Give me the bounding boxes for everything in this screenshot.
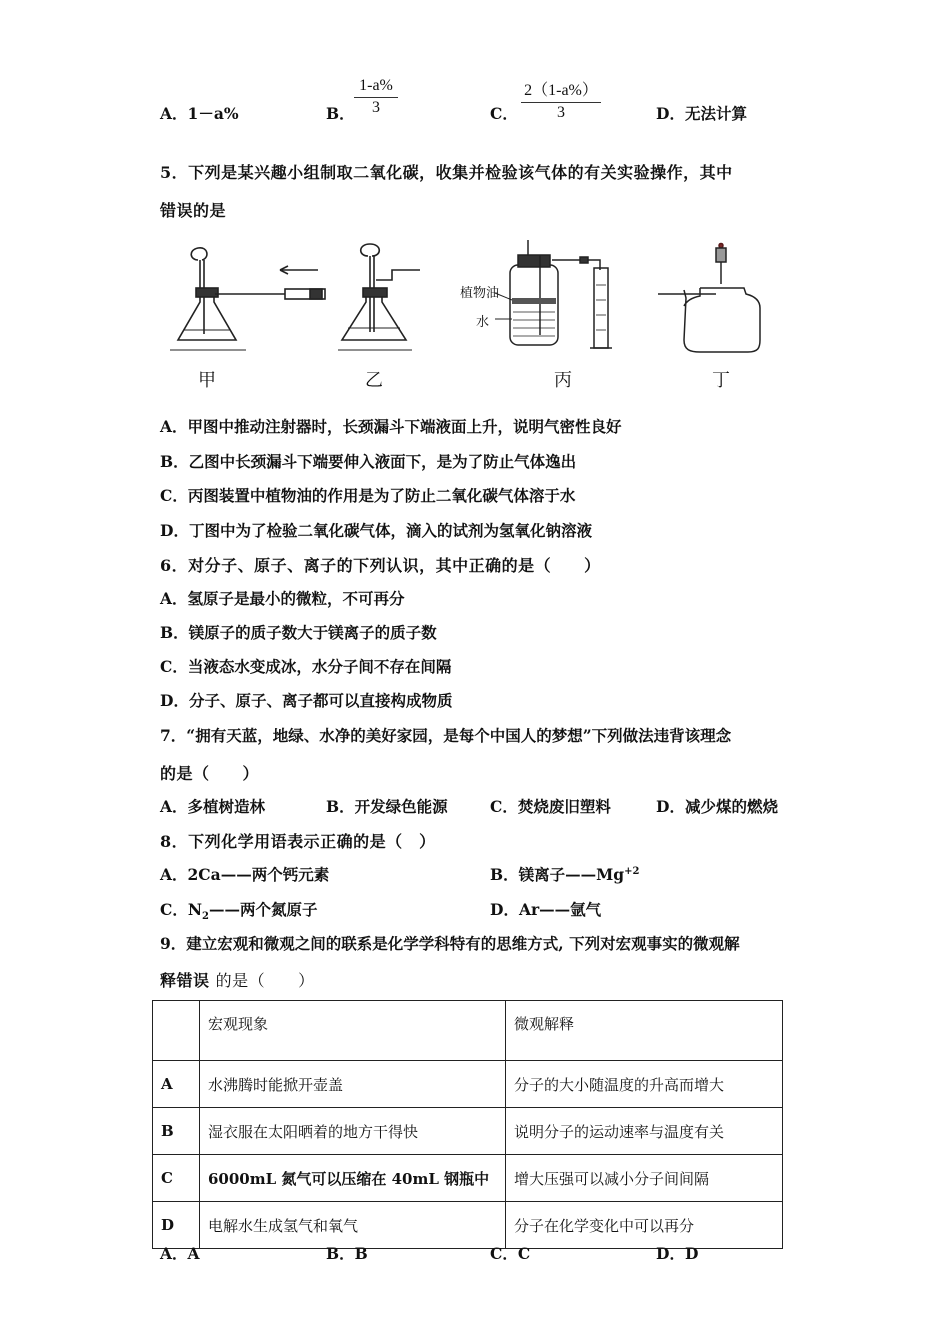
table-row	[153, 1155, 783, 1202]
q7-option-d: D．减少煤的燃烧	[656, 797, 778, 816]
label-vegetable-oil: 植物油	[460, 286, 500, 301]
q4-option-b-letter: B．	[326, 104, 355, 123]
q7-stem-line1: 7．“拥有天蓝，地绿、水净的美好家园，是每个中国人的梦想”下列做法违背该理念	[160, 726, 732, 745]
table-cell: 电解水生成氢气和氧气	[200, 1202, 506, 1249]
figure-caption-jia: 甲	[198, 370, 216, 391]
table-cell: 水沸腾时能掀开壶盖	[200, 1061, 506, 1108]
q9-option-d: D．D	[656, 1244, 699, 1263]
q9-option-c: C．C	[490, 1244, 531, 1263]
fraction-denominator: 3	[372, 99, 380, 116]
q9-stem-line1: 9．建立宏观和微观之间的联系是化学学科特有的思维方式, 下列对宏观事实的微观解	[160, 934, 740, 953]
q5-option-d: D．丁图中为了检验二氧化碳气体，滴入的试剂为氢氧化钠溶液	[160, 521, 592, 540]
table-cell: 分子的大小随温度的升高而增大	[506, 1061, 783, 1108]
q8-stem: 8．下列化学用语表示正确的是（ ）	[160, 832, 436, 851]
q5-option-c: C．丙图装置中植物油的作用是为了防止二氧化碳气体溶于水	[160, 486, 576, 505]
table-cell: A	[153, 1061, 200, 1108]
table-row	[153, 1061, 783, 1108]
table-header-cell: 微观解释	[506, 1001, 783, 1061]
q4-option-c-fraction	[521, 77, 601, 122]
q4-option-c-letter: C．	[490, 104, 518, 123]
apparatus-yi	[338, 244, 420, 350]
table-cell: C	[153, 1155, 200, 1202]
table-header-row	[153, 1001, 783, 1061]
q9-option-b: B．B	[326, 1244, 368, 1263]
fraction-numerator: 2（1-a%）	[521, 77, 601, 103]
q4-option-d: D．无法计算	[656, 104, 747, 123]
q6-option-d: D．分子、原子、离子都可以直接构成物质	[160, 691, 453, 710]
table-cell: 分子在化学变化中可以再分	[506, 1202, 783, 1249]
q6-option-a: A．氢原子是最小的微粒，不可再分	[160, 589, 405, 608]
table-cell: B	[153, 1108, 200, 1155]
table-cell: 说明分子的运动速率与温度有关	[506, 1108, 783, 1155]
q7-stem-line2: 的是（ ）	[160, 764, 260, 783]
q8-option-c: C．$N_2——$两个氮原子	[160, 900, 318, 923]
q4-option-b-fraction	[354, 77, 398, 117]
q5-option-a: A．甲图中推动注射器时，长颈漏斗下端液面上升，说明气密性良好	[160, 417, 622, 436]
fraction-denominator: 3	[557, 104, 565, 121]
apparatus-jia	[170, 248, 325, 350]
figure-caption-ding: 丁	[712, 370, 730, 391]
q7-option-c: C．焚烧废旧塑料	[490, 797, 611, 816]
table-header-cell	[153, 1001, 200, 1061]
q8-option-b: B．镁离子$——Mg^{+2}$	[490, 865, 640, 884]
q6-option-c: C．当液态水变成冰，水分子间不存在间隔	[160, 657, 452, 676]
q9-table	[152, 1000, 783, 1249]
q5-option-b: B．乙图中长颈漏斗下端要伸入液面下，是为了防止气体逸出	[160, 452, 577, 471]
q4-option-a: A．1－a%	[160, 104, 239, 123]
table-header-cell: 宏观现象	[200, 1001, 506, 1061]
q8-option-a: A．2Ca——两个钙元素	[160, 865, 330, 884]
apparatus-bing	[495, 240, 612, 348]
figure-caption-yi: 乙	[365, 370, 383, 391]
table-cell: 增大压强可以减小分子间间隔	[506, 1155, 783, 1202]
q7-option-a: A．多植树造林	[160, 797, 266, 816]
q8-option-d: D．Ar——氩气	[490, 900, 602, 919]
q7-option-b: B．开发绿色能源	[326, 797, 448, 816]
table-cell: D	[153, 1202, 200, 1249]
q9-stem-line2: 释错误 的是（ ）	[160, 971, 315, 990]
table-cell: 湿衣服在太阳晒着的地方干得快	[200, 1108, 506, 1155]
q6-stem: 6．对分子、原子、离子的下列认识，其中正确的是（ ）	[160, 556, 601, 575]
table-cell: 6000mL 氮气可以压缩在 40mL 钢瓶中	[200, 1155, 506, 1202]
fraction-numerator: 1-a%	[354, 77, 398, 98]
apparatus-ding	[658, 244, 760, 353]
q5-stem-line2: 错误的是	[160, 201, 227, 220]
table-row	[153, 1108, 783, 1155]
label-water: 水	[476, 315, 490, 330]
q6-option-b: B．镁原子的质子数大于镁离子的质子数	[160, 623, 437, 642]
q5-stem-line1: 5．下列是某兴趣小组制取二氧化碳，收集并检验该气体的有关实验操作，其中	[160, 163, 733, 182]
q9-option-a: A．A	[160, 1244, 200, 1263]
figure-caption-bing: 丙	[554, 370, 572, 391]
